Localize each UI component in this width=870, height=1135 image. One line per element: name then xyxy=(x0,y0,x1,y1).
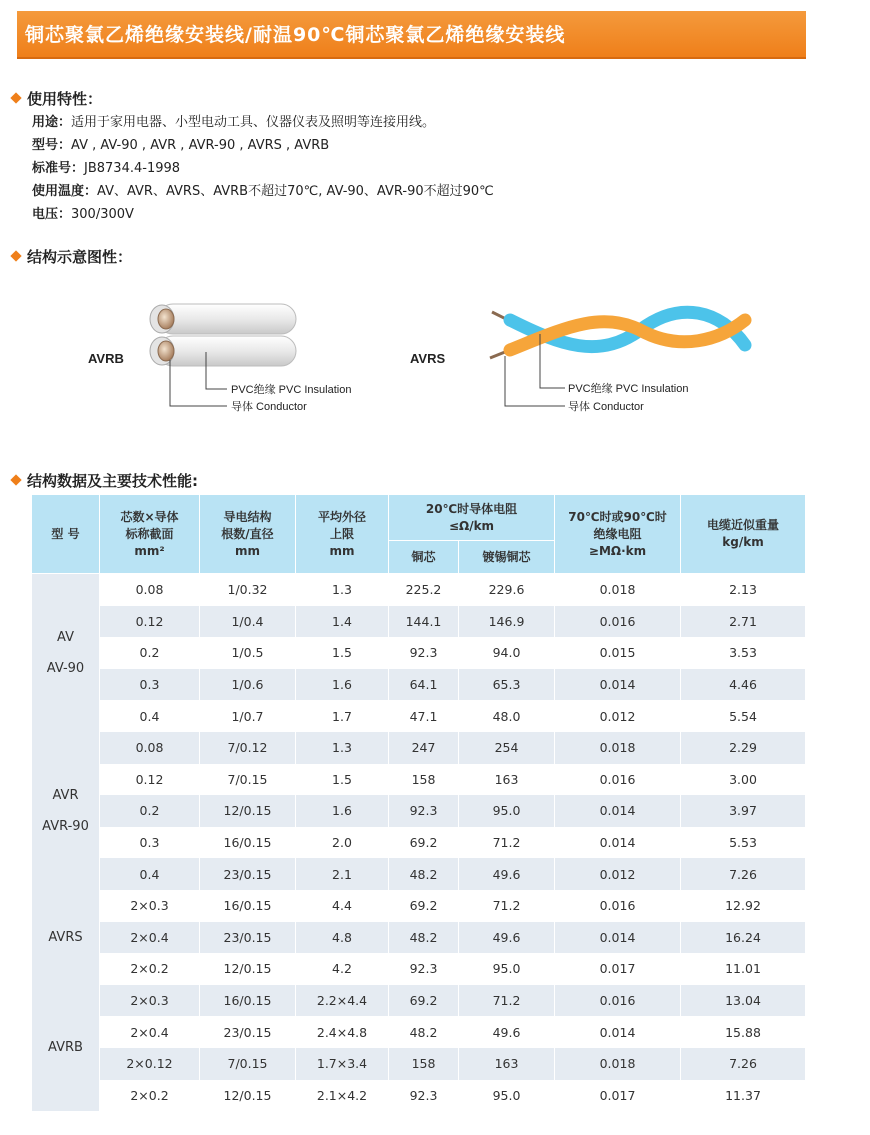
spec-label: 使用温度： xyxy=(32,184,98,199)
table-cell: 0.4 xyxy=(100,700,200,732)
table-cell: 1.7×3.4 xyxy=(296,1048,389,1080)
table-cell: 12/0.15 xyxy=(200,953,296,985)
header-text: 标称截面 xyxy=(125,526,174,541)
table-cell: 95.0 xyxy=(459,953,555,985)
header-text: 导电结构 xyxy=(223,509,272,524)
model-cell xyxy=(32,890,100,985)
header-text: mm xyxy=(234,543,260,558)
table-cell: 2.13 xyxy=(681,574,806,606)
table-cell: 23/0.15 xyxy=(200,858,296,890)
table-cell: 11.01 xyxy=(681,953,806,985)
page-banner: 铜芯聚氯乙烯绝缘安装线/耐温90℃铜芯聚氯乙烯绝缘安装线 xyxy=(17,11,806,59)
table-cell: 23/0.15 xyxy=(200,1016,296,1048)
spec-value: AV , AV-90 , AVR , AVR-90 , AVRS , AVRB xyxy=(71,138,330,153)
spec-value: 300/300V xyxy=(71,207,134,222)
table-heading-text: 结构数据及主要技术性能: xyxy=(27,472,198,490)
header-text: 平均外径 xyxy=(317,509,366,524)
model-cell xyxy=(32,574,100,732)
table-cell: 4.8 xyxy=(296,922,389,954)
header-text: 电缆近似重量 xyxy=(707,518,780,532)
table-row xyxy=(32,700,806,732)
table-cell: 5.54 xyxy=(681,700,806,732)
table-cell: 1.6 xyxy=(296,669,389,701)
table-cell: 7/0.12 xyxy=(200,732,296,764)
table-cell: 48.2 xyxy=(389,1016,459,1048)
table-cell: 158 xyxy=(389,1048,459,1080)
table-cell: 92.3 xyxy=(389,795,459,827)
table-cell: 2.4×4.8 xyxy=(296,1016,389,1048)
table-row xyxy=(32,732,806,764)
table-cell: 3.97 xyxy=(681,795,806,827)
table-row xyxy=(32,922,806,954)
header-text: 芯数×导体 xyxy=(120,509,179,524)
table-cell: 0.08 xyxy=(100,574,200,606)
table-cell: 0.016 xyxy=(555,764,681,796)
table-cell: 0.012 xyxy=(555,858,681,890)
table-row xyxy=(32,795,806,827)
table-cell: 2×0.2 xyxy=(100,1080,200,1112)
header-resistance xyxy=(389,495,555,541)
table-row xyxy=(32,985,806,1017)
table-cell: 2×0.3 xyxy=(100,985,200,1017)
table-cell: 95.0 xyxy=(459,795,555,827)
avrs-conductor-label: 导体 Conductor xyxy=(568,401,644,413)
table-cell: 92.3 xyxy=(389,953,459,985)
usage-heading xyxy=(12,88,102,109)
table-cell: 2.2×4.4 xyxy=(296,985,389,1017)
table-cell: 2.0 xyxy=(296,827,389,859)
structure-heading xyxy=(12,246,132,267)
table-cell: 7/0.15 xyxy=(200,1048,296,1080)
table-cell: 12.92 xyxy=(681,890,806,922)
table-cell: 0.014 xyxy=(555,669,681,701)
table-row xyxy=(32,1080,806,1112)
table-cell: 0.12 xyxy=(100,606,200,638)
table-cell: 95.0 xyxy=(459,1080,555,1112)
model-name: AVRB xyxy=(48,1040,83,1056)
avrb-insulation-label: PVC绝缘 PVC Insulation xyxy=(231,384,352,396)
table-cell: 16/0.15 xyxy=(200,985,296,1017)
table-cell: 254 xyxy=(459,732,555,764)
header-tinned-copper xyxy=(459,541,555,574)
avrs-label: AVRS xyxy=(410,351,446,366)
table-cell: 49.6 xyxy=(459,858,555,890)
header-text: 上限 xyxy=(329,526,354,541)
table-cell: 0.2 xyxy=(100,637,200,669)
table-cell: 0.08 xyxy=(100,732,200,764)
table-cell: 1.7 xyxy=(296,700,389,732)
table-cell: 1/0.4 xyxy=(200,606,296,638)
table-row xyxy=(32,953,806,985)
table-cell: 144.1 xyxy=(389,606,459,638)
table-cell: 94.0 xyxy=(459,637,555,669)
table-cell: 0.016 xyxy=(555,985,681,1017)
model-name: AVR xyxy=(52,787,79,803)
spec-line-voltage xyxy=(32,203,494,226)
avrs-insulation-label: PVC绝缘 PVC Insulation xyxy=(568,383,689,395)
table-cell: 0.3 xyxy=(100,827,200,859)
spec-line-standard xyxy=(32,157,494,180)
avrb-conductor-label: 导体 Conductor xyxy=(231,401,307,413)
table-cell: 7.26 xyxy=(681,1048,806,1080)
model-name-alt: AVR-90 xyxy=(42,818,89,834)
usage-heading-text: 使用特性： xyxy=(27,90,103,108)
spec-table-body xyxy=(32,574,806,1112)
table-cell: 3.00 xyxy=(681,764,806,796)
header-text: 镀锡铜芯 xyxy=(482,549,531,564)
model-name-alt: AV-90 xyxy=(46,660,85,676)
table-cell: 15.88 xyxy=(681,1016,806,1048)
table-cell: 49.6 xyxy=(459,922,555,954)
table-cell: 0.2 xyxy=(100,795,200,827)
table-cell: 2×0.12 xyxy=(100,1048,200,1080)
table-cell: 1/0.5 xyxy=(200,637,296,669)
table-cell: 229.6 xyxy=(459,574,555,606)
table-cell: 11.37 xyxy=(681,1080,806,1112)
table-cell: 1.4 xyxy=(296,606,389,638)
table-cell: 158 xyxy=(389,764,459,796)
table-cell: 64.1 xyxy=(389,669,459,701)
header-text: ≤Ω/km xyxy=(448,518,495,533)
header-structure xyxy=(200,495,296,574)
table-cell: 1/0.6 xyxy=(200,669,296,701)
table-row xyxy=(32,574,806,606)
table-cell: 2×0.4 xyxy=(100,1016,200,1048)
model-cell xyxy=(32,732,100,890)
spec-line-temperature xyxy=(32,180,494,203)
table-cell: 0.015 xyxy=(555,637,681,669)
header-text: kg/km xyxy=(722,535,764,549)
table-cell: 1.6 xyxy=(296,795,389,827)
table-cell: 69.2 xyxy=(389,985,459,1017)
table-row xyxy=(32,669,806,701)
spec-line-model xyxy=(32,134,494,157)
table-cell: 48.0 xyxy=(459,700,555,732)
header-text: 铜芯 xyxy=(411,549,436,564)
table-row xyxy=(32,764,806,796)
table-cell: 7.26 xyxy=(681,858,806,890)
table-cell: 1.5 xyxy=(296,637,389,669)
spec-label: 电压： xyxy=(32,207,72,222)
table-cell: 1.3 xyxy=(296,574,389,606)
structure-diagram xyxy=(0,290,870,440)
table-cell: 23/0.15 xyxy=(200,922,296,954)
table-cell: 0.012 xyxy=(555,700,681,732)
spec-label: 用途： xyxy=(32,115,72,130)
table-row xyxy=(32,827,806,859)
diamond-bullet-icon xyxy=(10,92,21,103)
header-insulation-resistance xyxy=(555,495,681,574)
table-cell: 48.2 xyxy=(389,858,459,890)
table-row xyxy=(32,1016,806,1048)
table-cell: 0.014 xyxy=(555,827,681,859)
usage-spec-list xyxy=(32,111,494,226)
diamond-bullet-icon xyxy=(10,250,21,261)
table-cell: 47.1 xyxy=(389,700,459,732)
table-cell: 2×0.2 xyxy=(100,953,200,985)
header-text: 70℃时或90℃时 xyxy=(568,509,667,524)
table-cell: 3.53 xyxy=(681,637,806,669)
spec-label: 型号： xyxy=(32,138,72,153)
table-cell: 4.2 xyxy=(296,953,389,985)
table-cell: 0.014 xyxy=(555,1016,681,1048)
table-cell: 1.5 xyxy=(296,764,389,796)
header-text: 20℃时导体电阻 xyxy=(425,501,518,516)
table-cell: 2.29 xyxy=(681,732,806,764)
table-cell: 0.018 xyxy=(555,1048,681,1080)
avrb-label: AVRB xyxy=(88,351,124,366)
table-cell: 0.014 xyxy=(555,922,681,954)
table-cell: 0.018 xyxy=(555,574,681,606)
spec-line-usage xyxy=(32,111,494,134)
table-cell: 163 xyxy=(459,1048,555,1080)
table-cell: 71.2 xyxy=(459,890,555,922)
table-cell: 247 xyxy=(389,732,459,764)
spec-value: JB8734.4-1998 xyxy=(84,161,181,176)
table-cell: 92.3 xyxy=(389,1080,459,1112)
spec-label: 标准号： xyxy=(32,161,85,176)
table-row xyxy=(32,606,806,638)
spec-table xyxy=(31,494,806,1111)
header-text: 根数/直径 xyxy=(221,526,274,541)
table-cell: 69.2 xyxy=(389,890,459,922)
header-model xyxy=(32,495,100,574)
table-cell: 0.016 xyxy=(555,606,681,638)
table-cell: 92.3 xyxy=(389,637,459,669)
table-cell: 12/0.15 xyxy=(200,1080,296,1112)
structure-heading-text: 结构示意图性： xyxy=(27,248,133,266)
table-row xyxy=(32,890,806,922)
table-cell: 0.014 xyxy=(555,795,681,827)
table-cell: 49.6 xyxy=(459,1016,555,1048)
table-cell: 48.2 xyxy=(389,922,459,954)
diamond-bullet-icon xyxy=(10,474,21,485)
table-cell: 2×0.4 xyxy=(100,922,200,954)
table-cell: 12/0.15 xyxy=(200,795,296,827)
table-cell: 5.53 xyxy=(681,827,806,859)
header-text: ≥MΩ·km xyxy=(588,543,647,558)
table-row xyxy=(32,637,806,669)
table-cell: 0.4 xyxy=(100,858,200,890)
table-cell: 7/0.15 xyxy=(200,764,296,796)
table-cell: 0.017 xyxy=(555,1080,681,1112)
table-cell: 1/0.7 xyxy=(200,700,296,732)
header-copper xyxy=(389,541,459,574)
table-row xyxy=(32,858,806,890)
table-cell: 2.1 xyxy=(296,858,389,890)
table-heading xyxy=(12,470,198,491)
table-cell: 71.2 xyxy=(459,827,555,859)
table-cell: 0.018 xyxy=(555,732,681,764)
header-text: mm xyxy=(329,543,355,558)
table-cell: 0.017 xyxy=(555,953,681,985)
table-cell: 71.2 xyxy=(459,985,555,1017)
table-cell: 225.2 xyxy=(389,574,459,606)
table-cell: 1/0.32 xyxy=(200,574,296,606)
table-cell: 65.3 xyxy=(459,669,555,701)
table-row xyxy=(32,1048,806,1080)
table-cell: 13.04 xyxy=(681,985,806,1017)
header-outer-diameter xyxy=(296,495,389,574)
table-cell: 0.016 xyxy=(555,890,681,922)
table-cell: 2.71 xyxy=(681,606,806,638)
table-cell: 163 xyxy=(459,764,555,796)
header-cores xyxy=(100,495,200,574)
header-text: mm² xyxy=(134,543,165,558)
header-weight xyxy=(681,495,806,574)
table-cell: 16/0.15 xyxy=(200,827,296,859)
table-cell: 0.3 xyxy=(100,669,200,701)
table-cell: 4.46 xyxy=(681,669,806,701)
table-cell: 69.2 xyxy=(389,827,459,859)
model-name: AV xyxy=(57,629,74,645)
table-cell: 0.12 xyxy=(100,764,200,796)
model-cell xyxy=(32,985,100,1111)
table-cell: 2.1×4.2 xyxy=(296,1080,389,1112)
spec-value: AV、AVR、AVRS、AVRB不超过70℃, AV-90、AVR-90不超过90℃ xyxy=(97,184,494,199)
table-cell: 146.9 xyxy=(459,606,555,638)
table-cell: 2×0.3 xyxy=(100,890,200,922)
table-cell: 16.24 xyxy=(681,922,806,954)
header-text: 绝缘电阻 xyxy=(593,526,642,541)
header-text: 型 号 xyxy=(51,526,80,541)
model-name: AVRS xyxy=(48,929,83,945)
table-cell: 4.4 xyxy=(296,890,389,922)
spec-value: 适用于家用电器、小型电动工具、仪器仪表及照明等连接用线。 xyxy=(71,115,436,130)
table-cell: 1.3 xyxy=(296,732,389,764)
table-cell: 16/0.15 xyxy=(200,890,296,922)
